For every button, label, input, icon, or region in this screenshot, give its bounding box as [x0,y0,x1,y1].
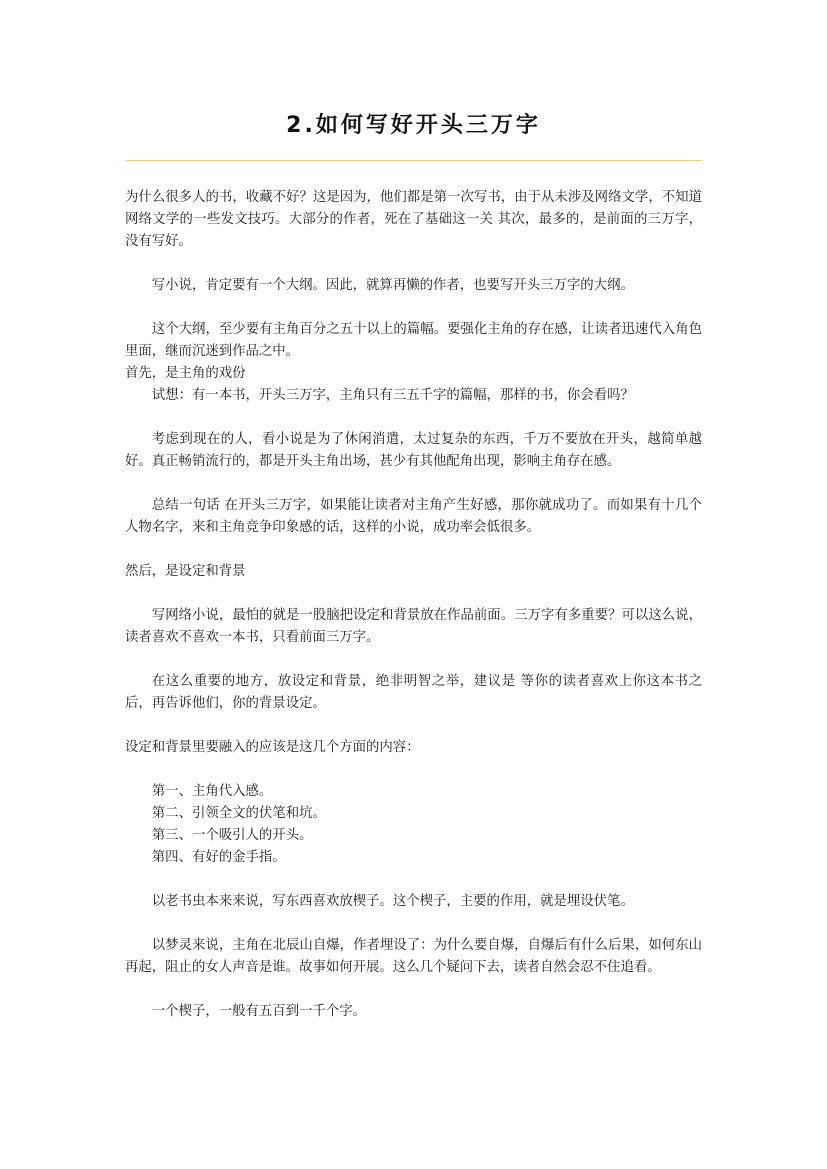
paragraph: 为什么很多人的书，收藏不好？这是因为，他们都是第一次写书，由于从未涉及网络文学，不知道网络文学的一些发文技巧。大部分的作者，死在了基础这一关 其次，最多的，是前面的三万字，没有写好。 [125,190,702,249]
page-title: 2.如何写好开头三万字 [286,113,541,138]
paragraph: 设定和背景里要融入的应该是这几个方面的内容： [125,740,420,755]
paragraph: 写网络小说，最怕的就是一股脑把设定和背景放在作品前面。三万字有多重要？可以这么说，读者喜欢不喜欢一本书，只看前面三万字。 [125,608,702,645]
document-body [125,187,702,1023]
section-heading: 首先，是主角的戏份 [125,366,246,381]
title-divider [125,160,702,161]
paragraph: 写小说，肯定要有一个大纲。因此，就算再懒的作者，也要写开头三万字的大纲。 [151,278,634,293]
list-item: 第三、一个吸引人的开头。 [151,828,313,843]
paragraph: 总结一句话 在开头三万字，如果能让读者对主角产生好感，那你就成功了。而如果有十几个人物名字，来和主角竞争印象感的话，这样的小说，成功率会低很多。 [125,498,702,535]
section-heading: 然后，是设定和背景 [125,564,246,579]
paragraph: 一个楔子，一般有五百到一千个字。 [151,1004,367,1019]
list-item: 第一、主角代入感。 [151,784,273,799]
paragraph: 以老书虫本来来说，写东西喜欢放楔子。这个楔子，主要的作用，就是埋设伏笔。 [151,894,634,909]
paragraph: 这个大纲，至少要有主角百分之五十以上的篇幅。要强化主角的存在感，让读者迅速代入角色里面，继而沉迷到作品之中。 [125,322,702,359]
list-item: 第二、引领全文的伏笔和坑。 [151,806,326,821]
paragraph: 以梦灵来说，主角在北辰山自爆，作者埋设了：为什么要自爆，自爆后有什么后果，如何东山再起，阻止的女人声音是谁。故事如何开展。这么几个疑问下去，读者自然会忍不住追看。 [125,938,702,975]
paragraph: 考虑到现在的人，看小说是为了休闲消遣，太过复杂的东西，千万不要放在开头，越简单越好。真正畅销流行的，都是开头主角出场，甚少有其他配角出现，影响主角存在感。 [125,432,702,469]
paragraph: 试想：有一本书，开头三万字，主角只有三五千字的篇幅，那样的书，你会看吗？ [151,388,634,403]
list-item: 第四、有好的金手指。 [151,850,286,865]
paragraph: 在这么重要的地方，放设定和背景，绝非明智之举，建议是 等你的读者喜欢上你这本书之后，再告诉他们，你的背景设定。 [125,674,702,711]
